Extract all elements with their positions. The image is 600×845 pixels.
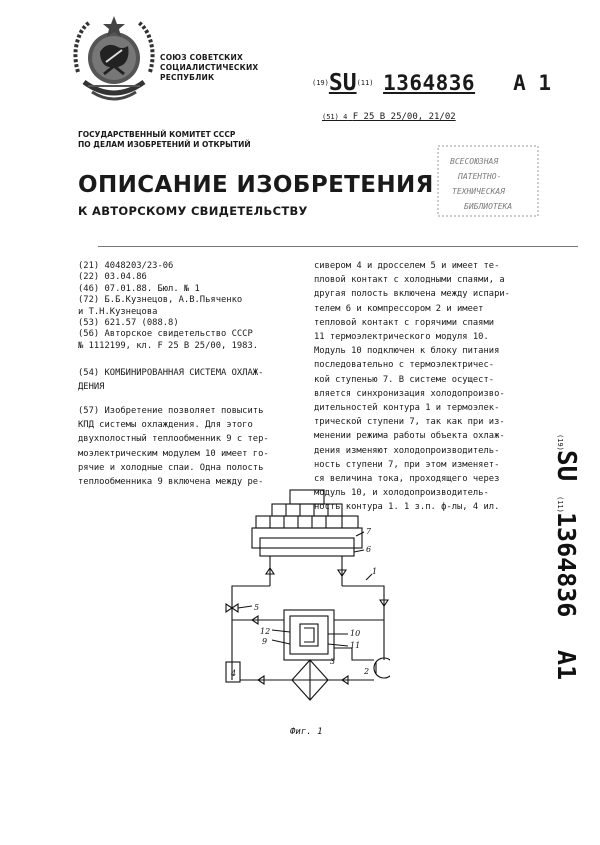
committee-line: ПО ДЕЛАМ ИЗОБРЕТЕНИЙ И ОТКРЫТИЙ <box>78 140 251 149</box>
biblio-line: и Т.Н.Кузнецова <box>78 306 158 317</box>
figure-1-schematic <box>224 488 390 706</box>
biblio-line: (53) 621.57 (088.8) <box>78 318 179 329</box>
biblio-line: (56) Авторское свидетельство СССР <box>78 329 253 340</box>
abstract-line: ность ступени 7, при этом изменяет- <box>314 459 500 470</box>
library-stamp <box>436 142 542 220</box>
invention-title-line: (54) КОМБИНИРОВАННАЯ СИСТЕМА ОХЛАЖ- <box>78 368 264 378</box>
abstract-line: теплообменника 9 включена между ре- <box>78 477 264 488</box>
abstract-right-column <box>314 259 510 515</box>
abstract-line: моэлектрическим модулем 10 имеет го- <box>78 448 269 459</box>
figure-label: 3 <box>330 657 336 666</box>
side-patent-number: 1364836 <box>552 512 581 618</box>
abstract-line: КПД системы охлаждения. Для этого <box>78 420 253 431</box>
committee-name <box>78 130 251 150</box>
figure-caption: Фиг. 1 <box>290 727 323 737</box>
abstract-line: кой ступенью 7. В системе осущест- <box>314 374 495 385</box>
figure-label: 4 <box>231 669 237 678</box>
biblio-line: (22) 03.04.86 <box>78 272 147 283</box>
office-code: (19) <box>312 79 329 87</box>
invention-title-line: ДЕНИЯ <box>78 382 105 393</box>
kind-code: A 1 <box>513 71 552 95</box>
abstract-line: другая полость включена между испари- <box>314 289 510 300</box>
abstract-left-column <box>78 404 269 489</box>
biblio-line: № 1112199, кл. F 25 B 25/00, 1983. <box>78 340 259 351</box>
abstract-line: телем 6 и компрессором 2 и имеет <box>314 303 484 314</box>
divider <box>98 246 578 247</box>
figure-label: 10 <box>350 629 361 638</box>
ipc-value: F 25 B 25/00, 21/02 <box>352 112 456 122</box>
figure-label: 9 <box>262 637 268 646</box>
figure-label: 1 <box>372 567 378 576</box>
union-line: СОЮЗ СОВЕТСКИХ <box>160 53 243 62</box>
union-name <box>160 53 258 83</box>
abstract-line: рячие и холодные спаи. Одна полость <box>78 462 264 473</box>
bibliographic-data <box>78 261 258 352</box>
abstract-line: ность контура 1. 1 з.п. ф-лы, 4 ил. <box>314 502 500 513</box>
figure-label: 5 <box>254 603 260 612</box>
stamp-line: БИБЛИОТЕКА <box>464 202 513 211</box>
abstract-line: 11 термоэлектрического модуля 10. <box>314 332 489 343</box>
patent-number: 1364836 <box>383 71 476 95</box>
figure-label: 11 <box>350 641 361 650</box>
union-line: РЕСПУБЛИК <box>160 73 215 82</box>
stamp-line: ВСЕСОЮЗНАЯ <box>450 157 499 166</box>
side-number-code: (11) <box>556 496 564 513</box>
abstract-line: последовательно с термоэлектричес- <box>314 360 495 371</box>
committee-line: ГОСУДАРСТВЕННЫЙ КОМИТЕТ СССР <box>78 130 236 139</box>
ussr-emblem-icon <box>70 12 158 110</box>
invention-title <box>78 366 263 394</box>
side-country: SU <box>551 450 581 482</box>
side-kind: A1 <box>552 650 581 681</box>
figure-label: 6 <box>366 545 372 554</box>
figure-label: 2 <box>364 667 370 676</box>
figure-label: 12 <box>260 627 271 636</box>
ipc-classification <box>322 112 456 122</box>
abstract-line: менении режима работы объекта охлаж- <box>314 431 505 442</box>
publication-number <box>312 70 551 96</box>
document-subtitle: К АВТОРСКОМУ СВИДЕТЕЛЬСТВУ <box>78 204 308 218</box>
union-line: СОЦИАЛИСТИЧЕСКИХ <box>160 63 259 72</box>
abstract-line: ся величина тока, проходящего через <box>314 474 500 485</box>
abstract-line: вляется синхронизация холодопроизво- <box>314 388 505 399</box>
abstract-line: двухполостный теплообменник 9 с тер- <box>78 434 269 445</box>
number-code: (11) <box>356 79 374 87</box>
abstract-line: Модуль 10 подключен к блоку питания <box>314 346 500 357</box>
figure-label: 7 <box>366 527 372 536</box>
side-office-code: (19) <box>556 434 564 451</box>
biblio-line: (72) Б.Б.Кузнецов, А.В.Пьяченко <box>78 295 243 306</box>
abstract-line: дительностей контура 1 и термоэлек- <box>314 403 500 414</box>
abstract-line: сивером 4 и дросселем 5 и имеет те- <box>314 261 500 271</box>
stamp-line: ТЕХНИЧЕСКАЯ <box>452 187 505 196</box>
biblio-line: (46) 07.01.88. Бюл. № 1 <box>78 283 200 294</box>
abstract-line: трической ступени 7, так как при из- <box>314 417 505 428</box>
abstract-line: тепловой контакт с горячими спаями <box>314 317 495 328</box>
side-publication-number <box>547 432 587 702</box>
ipc-code: (51) 4 <box>322 113 348 121</box>
country-code: SU <box>328 70 357 96</box>
abstract-line: (57) Изобретение позволяет повысить <box>78 406 264 416</box>
document-title: ОПИСАНИЕ ИЗОБРЕТЕНИЯ <box>78 172 434 198</box>
stamp-line: ПАТЕНТНО- <box>458 172 502 181</box>
biblio-line: (21) 4048203/23-06 <box>78 261 174 271</box>
abstract-line: модуль 10, и холодопроизводитель- <box>314 488 489 499</box>
abstract-line: дения изменяют холодопроизводитель- <box>314 445 500 456</box>
abstract-line: пловой контакт с холодными спаями, а <box>314 275 505 286</box>
